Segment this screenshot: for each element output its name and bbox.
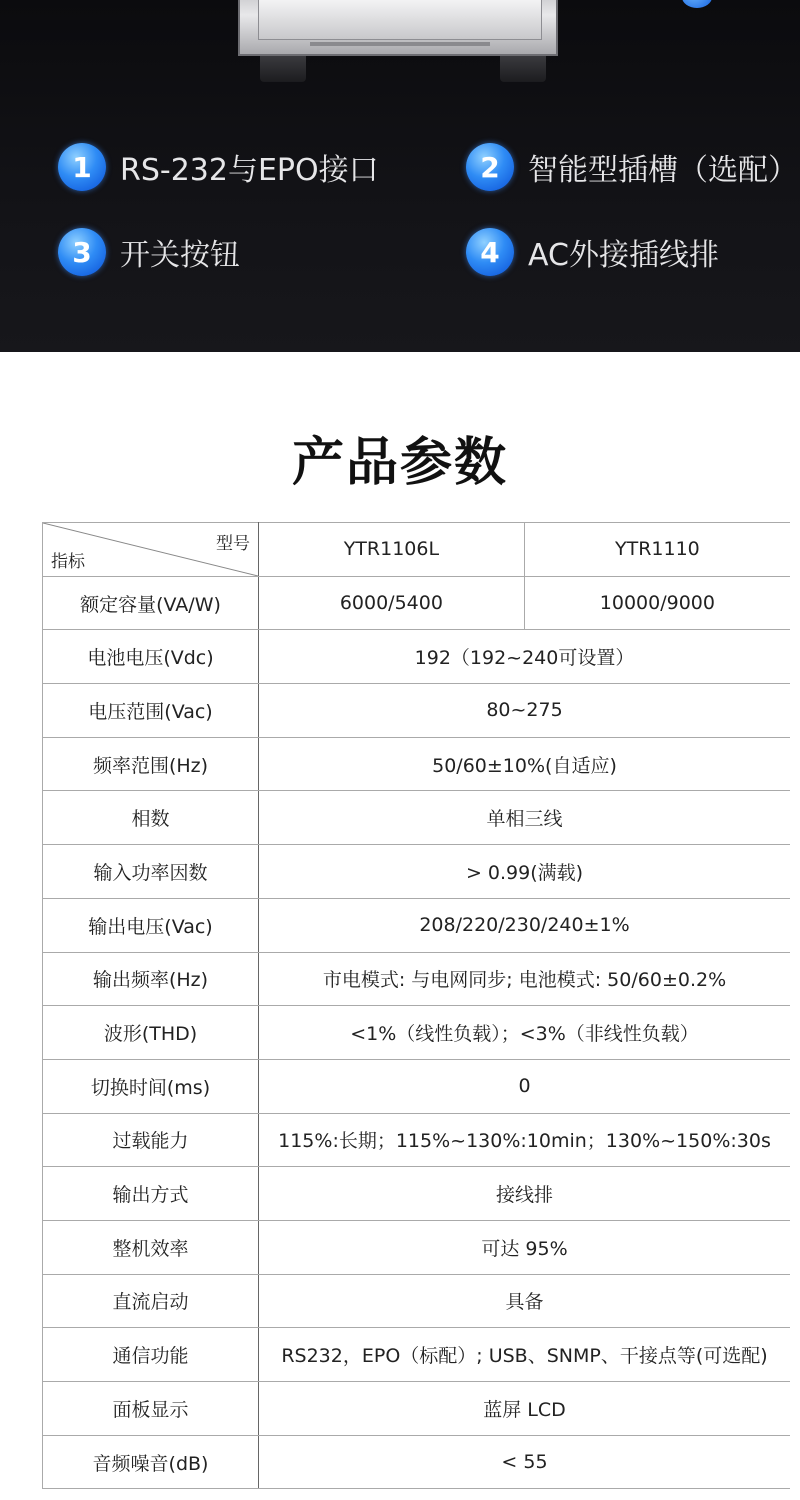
metric-value: <1%（线性负载）；<3%（非线性负载） [259,1006,791,1060]
metric-label: 切换时间(ms) [43,1059,259,1113]
metric-value: < 55 [259,1435,791,1489]
feature-label: RS-232与EPO接口 [120,153,379,188]
metric-label: 输出频率(Hz) [43,952,259,1006]
feature-item-2 [466,143,798,191]
metric-label: 相数 [43,791,259,845]
metric-label: 输出电压(Vac) [43,898,259,952]
table-row [43,1274,791,1328]
product-hero [0,0,800,352]
metric-value: 可达 95% [259,1220,791,1274]
metric-value: > 0.99(满载) [259,845,791,899]
table-row [43,898,791,952]
metric-label: 面板显示 [43,1382,259,1436]
feature-label: 智能型插槽（选配） [528,153,798,188]
metric-value: 具备 [259,1274,791,1328]
table-row [43,576,791,630]
metric-value: 0 [259,1059,791,1113]
metric-value: 115%:长期；115%~130%:10min；130%~150%:30s [259,1113,791,1167]
feature-item-3 [58,228,240,276]
table-row [43,737,791,791]
metric-label: 输入功率因数 [43,845,259,899]
metric-label: 过载能力 [43,1113,259,1167]
table-row [43,1328,791,1382]
number-badge-icon: 1 [58,143,106,191]
header-metric-label: 指标 [51,551,85,572]
blue-marker-icon [682,0,712,8]
table-row [43,1059,791,1113]
section-title: 产品参数 [291,433,508,493]
table-row [43,630,791,684]
metric-value: 6000/5400 [259,576,525,630]
table-row [43,1220,791,1274]
metric-label: 频率范围(Hz) [43,737,259,791]
metric-value: 接线排 [259,1167,791,1221]
table-header-row [43,523,791,577]
model-name: YTR1106L [259,523,525,577]
table-row [43,845,791,899]
number-badge-icon: 4 [466,228,514,276]
metric-label: 波形(THD) [43,1006,259,1060]
table-row [43,1382,791,1436]
metric-value: 50/60±10%(自适应) [259,737,791,791]
feature-item-4 [466,228,719,276]
metric-label: 整机效率 [43,1220,259,1274]
metric-label: 输出方式 [43,1167,259,1221]
header-diagonal-cell [43,523,259,577]
metric-label: 直流启动 [43,1274,259,1328]
metric-value: 蓝屏 LCD [259,1382,791,1436]
metric-value: 208/220/230/240±1% [259,898,791,952]
table-row [43,952,791,1006]
metric-label: 电压范围(Vac) [43,684,259,738]
number-badge-icon: 2 [466,143,514,191]
feature-label: AC外接插线排 [528,238,719,273]
table-row [43,1435,791,1489]
metric-value: 单相三线 [259,791,791,845]
feature-item-1 [58,143,379,191]
table-row [43,1006,791,1060]
number-badge-icon: 3 [58,228,106,276]
metric-value: 市电模式: 与电网同步; 电池模式: 50/60±0.2% [259,952,791,1006]
metric-label: 电池电压(Vdc) [43,630,259,684]
metric-value: 192（192~240可设置） [259,630,791,684]
metric-value: 80~275 [259,684,791,738]
spec-table [42,522,790,1489]
table-row [43,684,791,738]
metric-value: 10000/9000 [524,576,790,630]
metric-label: 音频噪音(dB) [43,1435,259,1489]
model-name: YTR1110 [524,523,790,577]
metric-value: RS232，EPO（标配）; USB、SNMP、干接点等(可选配) [259,1328,791,1382]
table-row [43,791,791,845]
table-row [43,1167,791,1221]
table-row [43,1113,791,1167]
feature-label: 开关按钮 [120,238,240,273]
header-model-label: 型号 [216,534,250,554]
metric-label: 额定容量(VA/W) [43,576,259,630]
ups-device-image [238,0,558,94]
metric-label: 通信功能 [43,1328,259,1382]
